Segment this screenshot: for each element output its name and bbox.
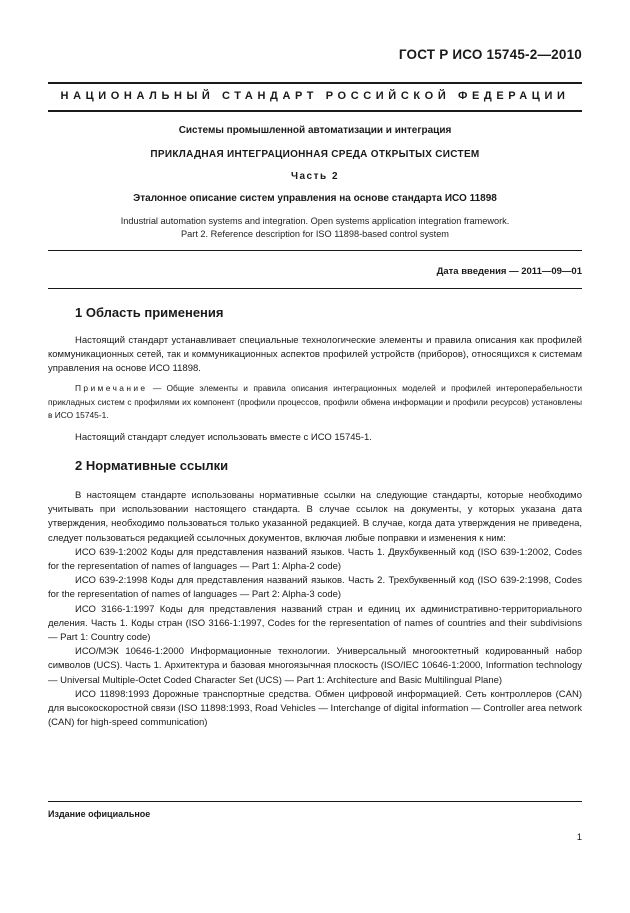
reference-item: ИСО/МЭК 10646-1:2000 Информационные технологии. Универсальный многооктетный кодированный набор символов (UCS). Часть 1. Архитектура и базовая многоязычная плоскость (ISO/IEC 10646-1:2000, Information technology — Universal Multiple-Octet Coded Character Set (UCS) — Part 1: Architecture and Basic Multilingual Plane) bbox=[48, 646, 582, 686]
title-english-line2: Part 2. Reference description for ISO 11898-based control system bbox=[181, 229, 449, 239]
document-code: ГОСТ Р ИСО 15745-2—2010 bbox=[398, 47, 582, 62]
section1-paragraph-2: Настоящий стандарт следует использовать вместе с ИСО 15745-1. bbox=[75, 432, 372, 443]
references-block bbox=[48, 489, 582, 730]
section1-paragraph: Настоящий стандарт устанавливает специальные технологические элементы и правила описания как профилей коммуникационных сетей, так и коммуникационных аспектов профилей устройств (приборов), относящихся к системам управления на основе ИСО 11898. bbox=[48, 335, 582, 375]
date-rule bbox=[48, 288, 582, 289]
section1-heading: 1 Область применения bbox=[75, 305, 224, 320]
official-edition-label: Издание официальное bbox=[48, 809, 151, 819]
section1-note bbox=[48, 382, 582, 423]
section2-heading: 2 Нормативные ссылки bbox=[75, 458, 229, 473]
title-main: ПРИКЛАДНАЯ ИНТЕГРАЦИОННАЯ СРЕДА ОТКРЫТЫХ СИСТЕМ bbox=[150, 149, 480, 160]
footer-rule bbox=[48, 801, 582, 802]
note-label: Примечание bbox=[75, 383, 148, 393]
title-subtitle: Эталонное описание систем управления на основе стандарта ИСО 11898 bbox=[133, 193, 497, 204]
reference-item: ИСО 3166-1:1997 Коды для представления названий стран и единиц их административно-территориального деления. Часть 1. Коды стран (ISO 3166-1:1997, Codes for the representation of names of countries and their subdivisions — Part 1: Country code) bbox=[48, 603, 582, 644]
title-series: Системы промышленной автоматизации и интеграция bbox=[178, 125, 452, 136]
intro-date: Дата введения — 2011—09—01 bbox=[436, 266, 582, 277]
references-intro: В настоящем стандарте использованы нормативные ссылки на следующие стандарты, которые необходимо учитывать при использовании настоящего стандарта. В случае ссылок на документы, у которых указана дата утверждения, необходимо пользоваться только указанной редакцией. В случае, когда дата утверждения не приведена, следует пользоваться редакцией ссылочных документов, включая любые поправки и изменения к ним: bbox=[48, 490, 582, 544]
title-english-line1: Industrial automation systems and integration. Open systems application integration framework. bbox=[120, 216, 510, 226]
title-rule bbox=[48, 250, 582, 251]
page-number: 1 bbox=[576, 832, 582, 843]
note-text: — Общие элементы и правила описания интеграционных моделей и профилей интероперабельности прикладных систем с профилями их компонент (профили процессов, профили обмена информации и профили ресурсов) установлены в ИСО 15745-1. bbox=[48, 383, 582, 420]
national-standard-banner: НАЦИОНАЛЬНЫЙ СТАНДАРТ РОССИЙСКОЙ ФЕДЕРАЦИИ bbox=[60, 90, 570, 102]
top-rule bbox=[48, 82, 582, 84]
reference-item: ИСО 11898:1993 Дорожные транспортные средства. Обмен цифровой информацией. Сеть контроллеров (CAN) для высокоскоростной связи (ISO 11898:1993, Road Vehicles — Interchange of digital information — Controller area network (CAN) for high-speed communication) bbox=[48, 688, 582, 729]
reference-item: ИСО 639-1:2002 Коды для представления названий языков. Часть 1. Двухбуквенный код (ISO 639-1:2002, Codes for the representation of names of languages — Part 1: Alpha-2 code) bbox=[48, 546, 582, 573]
title-english bbox=[48, 215, 582, 241]
title-part: Часть 2 bbox=[290, 171, 340, 182]
reference-item: ИСО 639-2:1998 Коды для представления названий языков. Часть 2. Трехбуквенный код (ISO 639-2:1998, Codes for the representation of names of languages — Part 2: Alpha-3 code) bbox=[48, 575, 582, 601]
banner-rule bbox=[48, 110, 582, 112]
